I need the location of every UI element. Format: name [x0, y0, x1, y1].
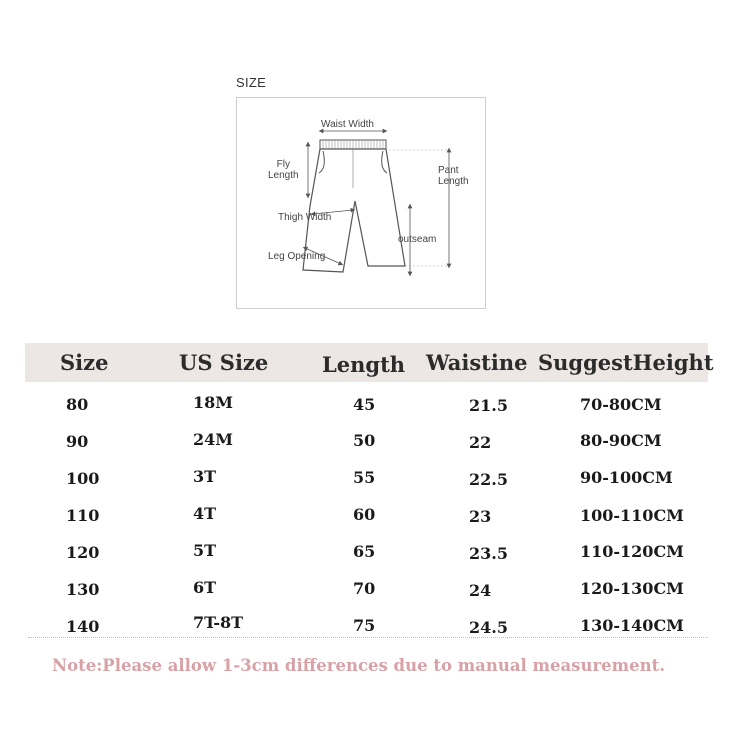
table-row-cell: 5T [193, 541, 217, 560]
outseam-label: outseam [398, 234, 437, 245]
fly-length-label-line1: Fly [276, 159, 290, 170]
table-row-cell: 3T [193, 467, 217, 486]
header-suggest-height: SuggestHeight [538, 350, 714, 375]
table-row-cell: 80-90CM [580, 431, 662, 450]
table-row-cell: 50 [353, 431, 376, 450]
table-row-cell: 22.5 [469, 470, 508, 489]
table-row-cell: 23 [469, 507, 492, 526]
fly-length-label-line2: Length [268, 170, 299, 181]
table-row-cell: 70-80CM [580, 395, 662, 414]
header-waistline: Waistine [426, 350, 528, 375]
measurement-note: Note:Please allow 1-3cm differences due to manual measurement. [52, 656, 665, 675]
table-row-cell: 100-110CM [580, 506, 684, 525]
header-size: Size [60, 350, 109, 375]
table-row-cell: 6T [193, 578, 217, 597]
table-row-cell: 23.5 [469, 544, 508, 563]
table-row-cell: 55 [353, 468, 376, 487]
table-row-cell: 80 [66, 395, 89, 414]
table-row-cell: 4T [193, 504, 217, 523]
table-row-cell: 140 [66, 617, 100, 636]
header-length: Length [322, 352, 406, 377]
table-row-cell: 45 [353, 395, 376, 414]
table-row-cell: 70 [353, 579, 376, 598]
table-row-cell: 75 [353, 616, 376, 635]
header-us-size: US Size [179, 350, 269, 375]
table-row-cell: 24.5 [469, 618, 508, 637]
table-divider [28, 637, 708, 638]
table-row-cell: 65 [353, 542, 376, 561]
thigh-width-label: Thigh Width [278, 212, 332, 223]
table-row-cell: 120 [66, 543, 100, 562]
pant-length-label [438, 165, 469, 187]
table-row-cell: 24 [469, 581, 492, 600]
pant-length-label-line1: Pant [438, 165, 459, 176]
table-row-cell: 18M [193, 393, 233, 412]
table-row-cell: 110-120CM [580, 542, 684, 561]
table-row-cell: 7T-8T [193, 613, 244, 632]
fly-length-label [268, 159, 299, 181]
table-row-cell: 90 [66, 432, 89, 451]
table-row-cell: 110 [66, 506, 100, 525]
table-row-cell: 60 [353, 505, 376, 524]
pant-length-label-line2: Length [438, 176, 469, 187]
pants-size-diagram [236, 97, 486, 309]
leg-opening-label: Leg Opening [268, 251, 326, 262]
table-row-cell: 120-130CM [580, 579, 684, 598]
table-row-cell: 130 [66, 580, 100, 599]
table-row-cell: 100 [66, 469, 100, 488]
table-row-cell: 21.5 [469, 396, 508, 415]
waist-width-label: Waist Width [321, 119, 374, 130]
size-diagram-title: SIZE [236, 75, 267, 90]
table-row-cell: 22 [469, 433, 492, 452]
table-row-cell: 130-140CM [580, 616, 684, 635]
table-row-cell: 24M [193, 430, 233, 449]
table-row-cell: 90-100CM [580, 468, 673, 487]
